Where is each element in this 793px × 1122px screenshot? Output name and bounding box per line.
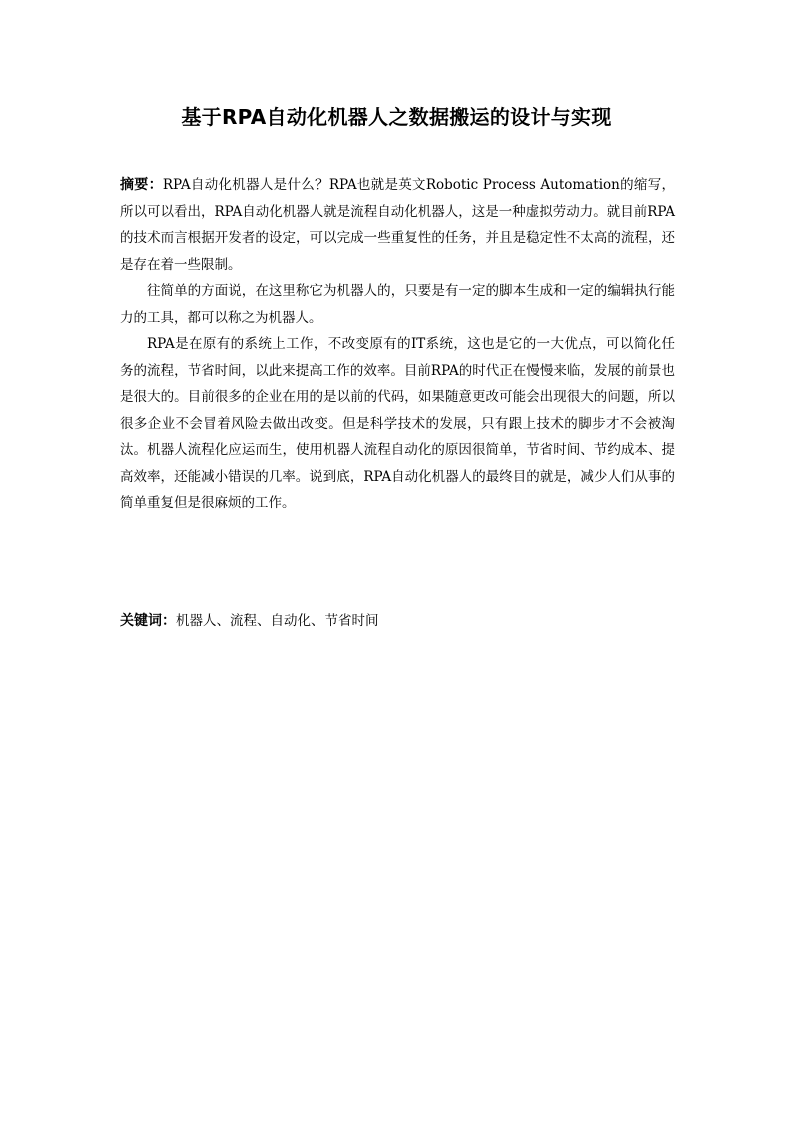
abstract-paragraph-2: 往简单的方面说，在这里称它为机器人的，只要是有一定的脚本生成和一定的编辑执行能力的工具，都可以称之为机器人。 [120, 283, 675, 326]
abstract-paragraph-1-text: RPA自动化机器人是什么？RPA也就是英文Robotic Process Automation的缩写，所以可以看出，RPA自动化机器人就是流程自动化机器人，这是一种虚拟劳动力。就目前RPA的技术而言根据开发者的设定，可以完成一些重复性的任务，并且是稳定性不太高的流程，还是存在着一些限制。 [120, 177, 676, 273]
abstract-paragraph-1 [120, 172, 675, 278]
abstract-label: 摘要： [120, 177, 163, 193]
abstract-paragraph-3: RPA是在原有的系统上工作，不改变原有的IT系统，这也是它的一大优点，可以简化任务的流程，节省时间，以此来提高工作的效率。目前RPA的时代正在慢慢来临，发展的前景也是很大的。目前很多的企业在用的是以前的代码，如果随意更改可能会出现很大的问题，所以很多企业不会冒着风险去做出改变。但是科学技术的发展，只有跟上技术的脚步才不会被淘汰。机器人流程化应运而生，使用机器人流程自动化的原因很简单，节省时间、节约成本、提高效率，还能减小错误的几率。说到底，RPA自动化机器人的最终目的就是，减少人们从事的简单重复但是很麻烦的工作。 [120, 336, 675, 511]
keywords-text: 机器人、流程、自动化、节省时间 [176, 613, 379, 629]
abstract-section [120, 172, 675, 517]
keywords-label: 关键词： [120, 613, 176, 629]
document-title: 基于RPA自动化机器人之数据搬运的设计与实现 [181, 105, 612, 129]
keywords-line [120, 608, 675, 634]
